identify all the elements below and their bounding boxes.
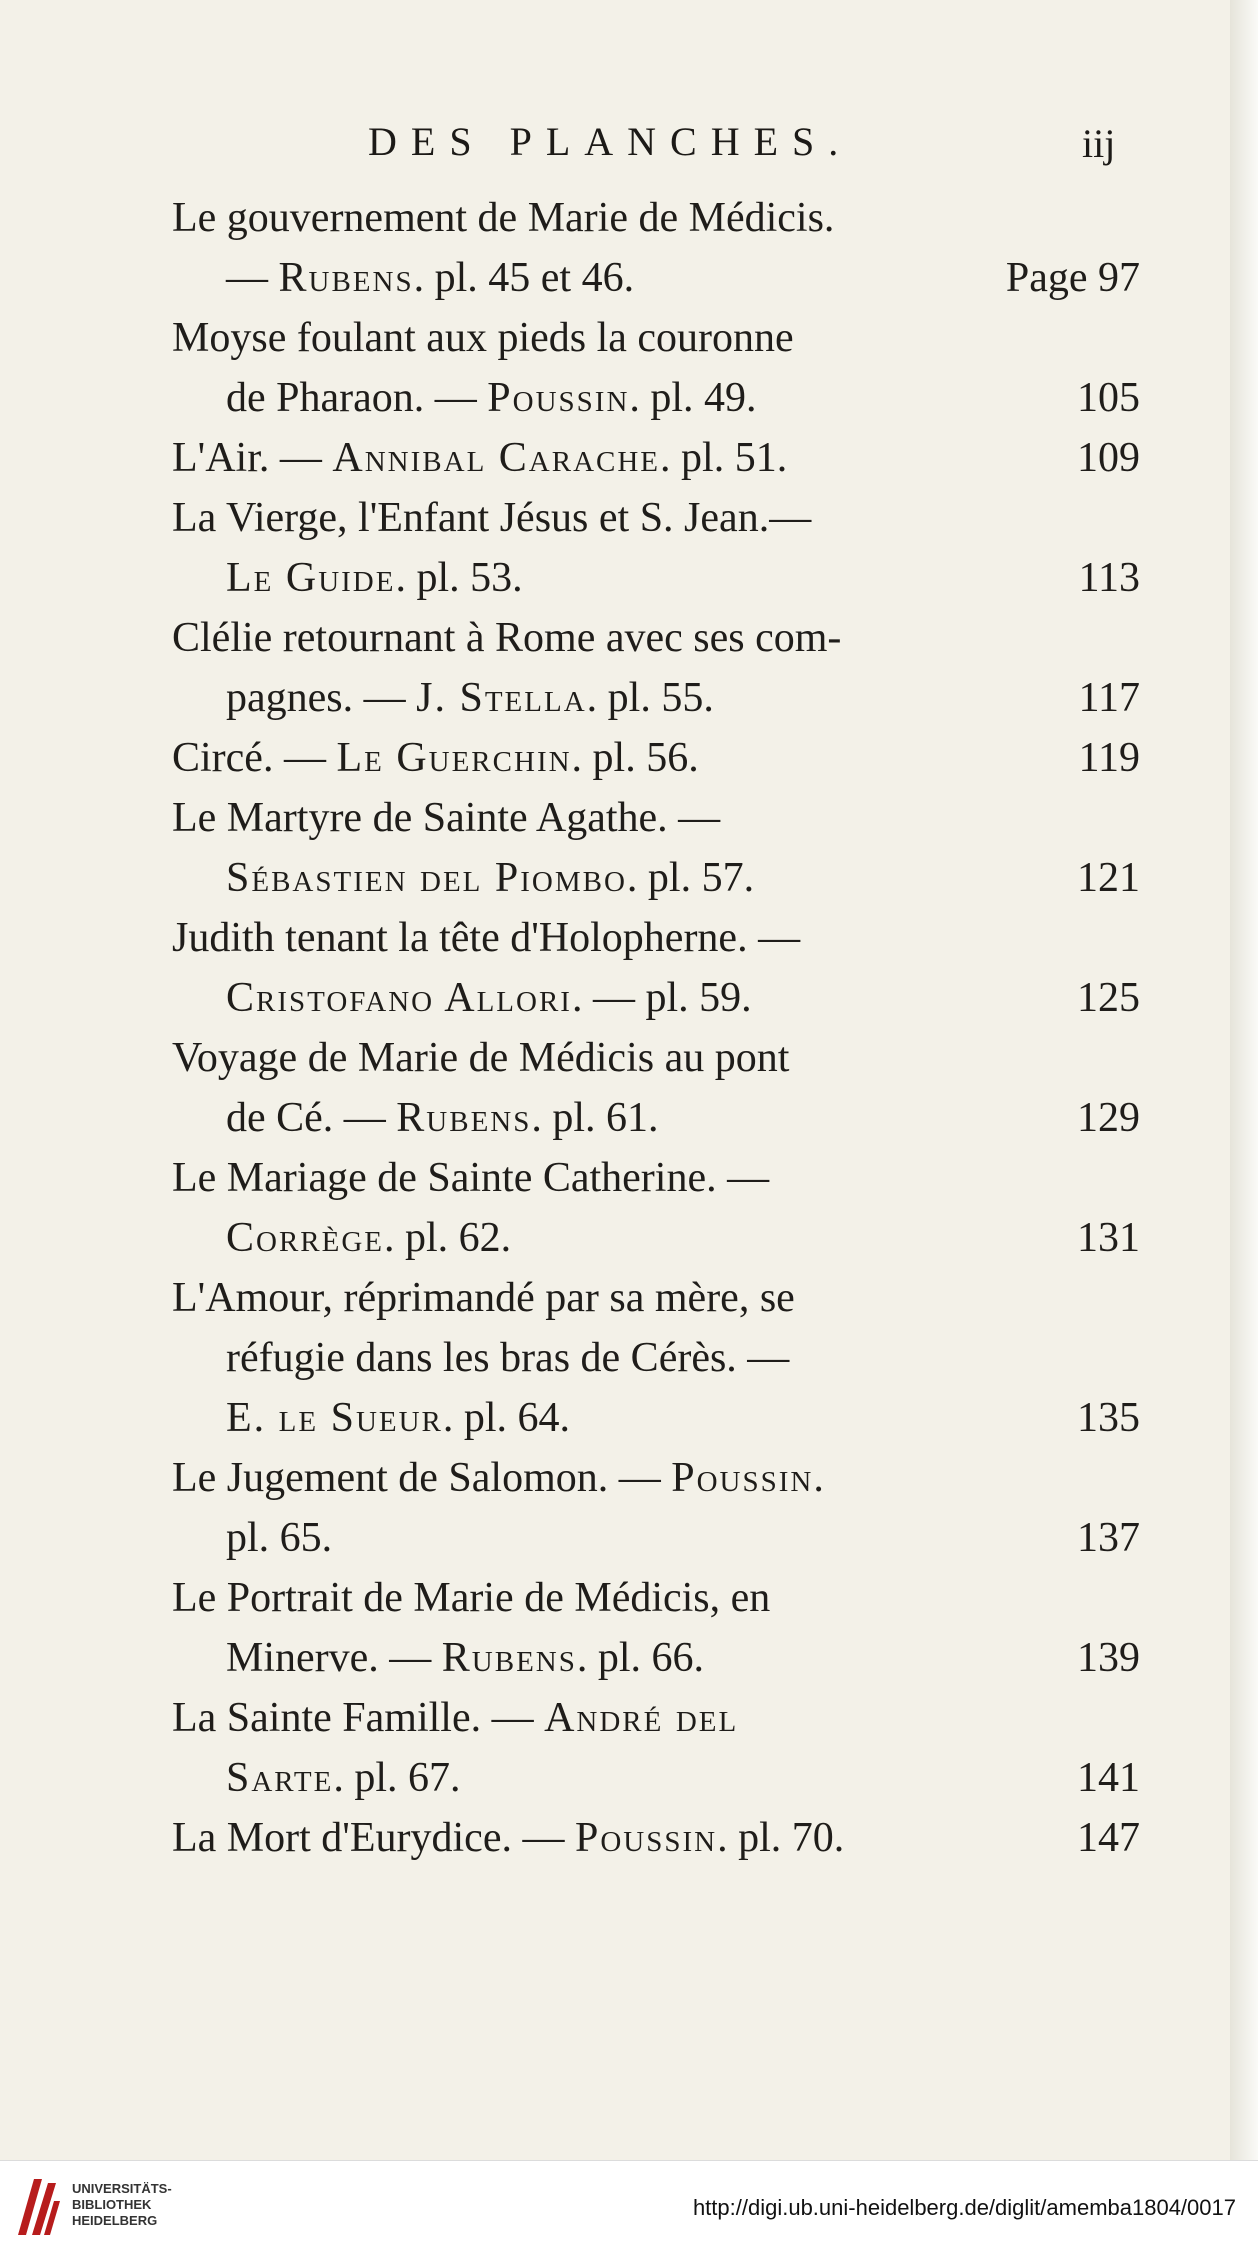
entry-text xyxy=(226,248,634,308)
artist-name: Sarte xyxy=(226,1755,334,1801)
plate-entry xyxy=(0,728,1248,788)
page-number: 129 xyxy=(1077,1095,1140,1141)
entry-line xyxy=(0,1028,1248,1088)
plate-reference: . pl. 57. xyxy=(626,855,755,901)
header-page-number: iij xyxy=(1082,121,1116,166)
entry-text: Le Mariage de Sainte Catherine. — xyxy=(172,1155,770,1201)
plate-entry xyxy=(0,1568,1248,1688)
plate-reference: . pl. 56. xyxy=(571,735,699,781)
entry-line xyxy=(0,968,1248,1028)
entry-text: Voyage de Marie de Médicis au pont xyxy=(172,1035,790,1081)
artist-name: J. Stella xyxy=(416,675,587,721)
artist-name: Corrège xyxy=(226,1215,385,1261)
plate-reference: . pl. 53. xyxy=(395,555,523,601)
entry-line xyxy=(0,908,1248,968)
entry-text: Judith tenant la tête d'Holopherne. — xyxy=(172,915,801,961)
library-name-line: HEIDELBERG xyxy=(72,2213,158,2228)
page-number: 105 xyxy=(1077,375,1140,421)
plate-entry xyxy=(0,488,1248,608)
page-number: 141 xyxy=(1077,1755,1140,1801)
artist-name: Rubens xyxy=(396,1095,532,1141)
artist-name: André del xyxy=(544,1695,739,1741)
entry-title-part: Circé. — xyxy=(172,735,337,781)
plate-entry xyxy=(0,308,1248,428)
plate-entry xyxy=(0,188,1248,308)
plate-reference: . pl. 49. xyxy=(629,375,757,421)
page-number: Page 97 xyxy=(1005,255,1140,301)
plate-reference: . pl. 70. xyxy=(717,1815,845,1861)
artist-name: Poussin xyxy=(671,1455,814,1501)
entry-text: L'Amour, réprimandé par sa mère, se xyxy=(172,1275,795,1321)
artist-name: Annibal Carache xyxy=(332,435,661,481)
library-name-line: UNIVERSITÄTS- xyxy=(72,2181,172,2196)
entry-text: réfugie dans les bras de Cérès. — xyxy=(226,1335,790,1381)
entry-line xyxy=(0,1688,1248,1748)
entry-line xyxy=(0,368,1248,428)
entry-title-part: Le Jugement de Salomon. — xyxy=(172,1455,672,1501)
entry-text xyxy=(226,1388,570,1448)
artist-name: E. le Sueur xyxy=(226,1395,443,1441)
entry-line xyxy=(0,728,1248,788)
entry-line xyxy=(0,1508,1248,1568)
plate-reference: . xyxy=(813,1455,824,1501)
entry-text xyxy=(226,1088,659,1148)
entry-text xyxy=(226,368,757,428)
page-number: 135 xyxy=(1077,1395,1140,1441)
plate-entry xyxy=(0,908,1248,1028)
artist-name: Le Guide xyxy=(226,555,396,601)
entry-line xyxy=(0,1208,1248,1268)
page-number: 125 xyxy=(1077,975,1140,1021)
plate-entry xyxy=(0,1688,1248,1808)
entry-text xyxy=(172,1808,844,1868)
entry-title-part: de Cé. — xyxy=(226,1095,397,1141)
entry-text xyxy=(226,1748,461,1808)
page-number: 121 xyxy=(1077,855,1140,901)
plate-entry xyxy=(0,1448,1248,1568)
entry-title-part: L'Air. — xyxy=(172,435,333,481)
entry-text xyxy=(226,848,754,908)
entry-text xyxy=(172,1688,738,1748)
entry-text xyxy=(226,668,714,728)
page-number: 137 xyxy=(1077,1515,1140,1561)
entry-line xyxy=(0,308,1248,368)
source-url-link[interactable]: http://digi.ub.uni-heidelberg.de/diglit/amemba1804/0017 xyxy=(692,2195,1236,2220)
artist-name: Sébastien del Piombo xyxy=(226,855,627,901)
plate-reference: . pl. 55. xyxy=(586,675,714,721)
page-number: 131 xyxy=(1077,1215,1140,1261)
entry-line xyxy=(0,1448,1248,1508)
plate-reference: . pl. 61. xyxy=(531,1095,659,1141)
entry-text: Moyse foulant aux pieds la couronne xyxy=(172,315,794,361)
entry-text xyxy=(172,728,699,788)
library-name-line: BIBLIOTHEK xyxy=(72,2197,152,2212)
entry-line xyxy=(0,1088,1248,1148)
entry-title-part: pl. 65. xyxy=(226,1515,333,1561)
page-number: 113 xyxy=(1078,555,1140,601)
artist-name: Poussin xyxy=(487,375,630,421)
plate-reference: . pl. 64. xyxy=(442,1395,571,1441)
plates-list xyxy=(0,188,1248,1868)
plate-entry xyxy=(0,1808,1248,1868)
entry-text: Le gouvernement de Marie de Médicis. xyxy=(172,195,835,241)
entry-title-part: de Pharaon. — xyxy=(226,375,488,421)
entry-line xyxy=(0,1268,1248,1328)
plate-reference: . pl. 62. xyxy=(384,1215,512,1261)
page-number: 147 xyxy=(1077,1815,1140,1861)
artist-name: Cristofano Allori xyxy=(226,975,572,1021)
entry-line xyxy=(0,1748,1248,1808)
entry-line xyxy=(0,1808,1248,1868)
entry-line xyxy=(0,248,1248,308)
entry-line xyxy=(0,548,1248,608)
plate-reference: . pl. 51. xyxy=(660,435,788,481)
entry-line xyxy=(0,1388,1248,1448)
entry-text xyxy=(172,1448,824,1508)
entry-line xyxy=(0,668,1248,728)
entry-line xyxy=(0,1148,1248,1208)
plate-entry xyxy=(0,1148,1248,1268)
plate-reference: . pl. 67. xyxy=(333,1755,461,1801)
entry-text xyxy=(226,1208,511,1268)
entry-line xyxy=(0,848,1248,908)
entry-text: Le Portrait de Marie de Médicis, en xyxy=(172,1575,771,1621)
page-number: 119 xyxy=(1078,735,1140,781)
entry-title-part: La Mort d'Eurydice. — xyxy=(172,1815,575,1861)
footer-bar xyxy=(0,2160,1258,2254)
artist-name: Poussin xyxy=(574,1815,718,1861)
plate-entry xyxy=(0,788,1248,908)
entry-text: Le Martyre de Sainte Agathe. — xyxy=(172,795,721,841)
entry-text xyxy=(226,548,523,608)
entry-line xyxy=(0,488,1248,548)
artist-name: Le Guerchin xyxy=(336,735,572,781)
page-number: 117 xyxy=(1078,675,1140,721)
entry-text: La Vierge, l'Enfant Jésus et S. Jean.— xyxy=(172,495,812,541)
university-logo-icon xyxy=(14,2175,62,2239)
entry-line xyxy=(0,608,1248,668)
plate-reference: . pl. 45 et 46. xyxy=(413,255,635,301)
artist-name: Rubens xyxy=(278,255,414,301)
plate-reference: . pl. 66. xyxy=(576,1635,705,1681)
entry-title-part: — xyxy=(226,255,279,301)
artist-name: Rubens xyxy=(441,1635,577,1681)
entry-text xyxy=(226,1628,704,1688)
running-header xyxy=(0,118,1248,178)
entry-line xyxy=(0,1328,1248,1388)
plate-reference: . — pl. 59. xyxy=(571,975,752,1021)
entry-text xyxy=(172,428,787,488)
entry-line xyxy=(0,188,1248,248)
library-name xyxy=(72,2181,172,2229)
page-number: 109 xyxy=(1077,435,1140,481)
entry-title-part: La Sainte Famille. — xyxy=(172,1695,545,1741)
entry-title-part: Minerve. — xyxy=(226,1635,442,1681)
entry-line xyxy=(0,1568,1248,1628)
entry-line xyxy=(0,1628,1248,1688)
plate-entry xyxy=(0,1268,1248,1448)
entry-line xyxy=(0,788,1248,848)
plate-entry xyxy=(0,1028,1248,1148)
header-title: DES PLANCHES. xyxy=(368,119,853,164)
entry-title-part: pagnes. — xyxy=(226,675,417,721)
page-number: 139 xyxy=(1077,1635,1140,1681)
plate-entry xyxy=(0,608,1248,728)
entry-text xyxy=(226,1508,332,1568)
plate-entry xyxy=(0,428,1248,488)
entry-text: Clélie retournant à Rome avec ses com- xyxy=(172,615,842,661)
entry-line xyxy=(0,428,1248,488)
entry-text xyxy=(226,968,752,1028)
